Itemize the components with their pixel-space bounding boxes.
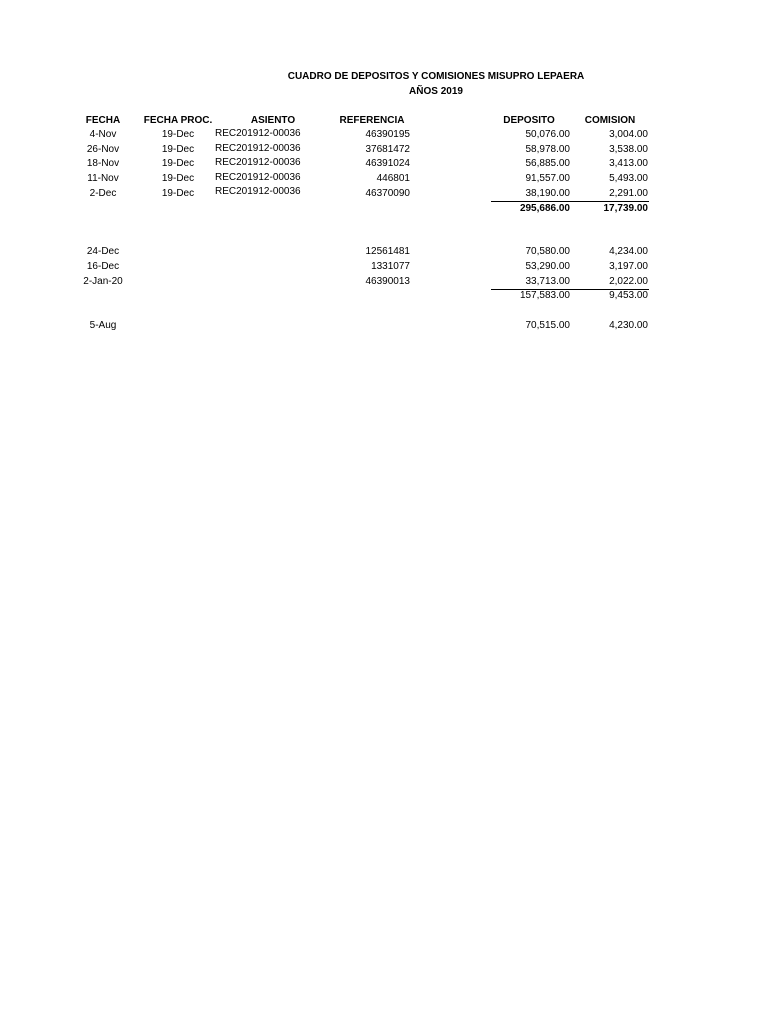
cell-fecha: 4-Nov	[89, 129, 117, 140]
cell-fecha: 2-Dec	[89, 188, 117, 199]
cell-referencia: 37681472	[365, 144, 410, 155]
cell-fecha-proc: 19-Dec	[161, 188, 195, 199]
cell-asiento: REC201912-00036	[215, 157, 301, 168]
cell-deposito: 91,557.00	[525, 173, 570, 184]
cell-deposito: 38,190.00	[525, 188, 570, 199]
header-fecha: FECHA	[85, 115, 121, 126]
total-deposito: 295,686.00	[519, 203, 570, 214]
cell-deposito: 70,580.00	[525, 246, 570, 257]
header-comision: COMISION	[584, 115, 636, 126]
cell-comision: 2,022.00	[609, 276, 648, 287]
cell-comision: 3,004.00	[609, 129, 648, 140]
cell-referencia: 446801	[376, 173, 410, 184]
total-deposito: 157,583.00	[519, 290, 570, 301]
cell-comision: 3,197.00	[609, 261, 648, 272]
cell-referencia: 46391024	[365, 158, 410, 169]
cell-asiento: REC201912-00036	[215, 143, 301, 154]
cell-comision: 4,230.00	[609, 320, 648, 331]
cell-asiento: REC201912-00036	[215, 128, 301, 139]
cell-fecha: 26-Nov	[86, 144, 120, 155]
cell-deposito: 33,713.00	[525, 276, 570, 287]
cell-comision: 4,234.00	[609, 246, 648, 257]
header-deposito: DEPOSITO	[503, 115, 555, 126]
cell-deposito: 56,885.00	[525, 158, 570, 169]
total-comision: 9,453.00	[609, 290, 648, 301]
cell-fecha: 2-Jan-20	[83, 276, 123, 287]
cell-fecha: 24-Dec	[86, 246, 120, 257]
cell-referencia: 46370090	[365, 188, 410, 199]
cell-comision: 3,538.00	[609, 144, 648, 155]
cell-referencia: 46390195	[365, 129, 410, 140]
cell-asiento: REC201912-00036	[215, 186, 301, 197]
cell-comision: 3,413.00	[609, 158, 648, 169]
page-title: CUADRO DE DEPOSITOS Y COMISIONES MISUPRO LEPAERA	[287, 71, 585, 82]
cell-fecha: 18-Nov	[86, 158, 120, 169]
header-fecha-proc: FECHA PROC.	[143, 115, 213, 126]
header-referencia: REFERENCIA	[339, 115, 405, 126]
cell-fecha: 5-Aug	[89, 320, 117, 331]
cell-referencia: 46390013	[365, 276, 410, 287]
cell-deposito: 53,290.00	[525, 261, 570, 272]
subtotal-rule	[491, 201, 649, 202]
cell-comision: 5,493.00	[609, 173, 648, 184]
cell-fecha-proc: 19-Dec	[161, 158, 195, 169]
total-comision: 17,739.00	[603, 203, 648, 214]
page-subtitle: AÑOS 2019	[409, 86, 463, 97]
cell-fecha-proc: 19-Dec	[161, 144, 195, 155]
cell-deposito: 70,515.00	[525, 320, 570, 331]
header-asiento: ASIENTO	[250, 115, 296, 126]
cell-fecha: 11-Nov	[87, 173, 119, 184]
cell-comision: 2,291.00	[609, 188, 648, 199]
cell-fecha-proc: 19-Dec	[161, 173, 195, 184]
cell-referencia: 1331077	[371, 261, 410, 272]
cell-asiento: REC201912-00036	[215, 172, 301, 183]
cell-referencia: 12561481	[365, 246, 410, 257]
cell-deposito: 50,076.00	[525, 129, 570, 140]
cell-deposito: 58,978.00	[525, 144, 570, 155]
cell-fecha: 16-Dec	[86, 261, 120, 272]
cell-fecha-proc: 19-Dec	[161, 129, 195, 140]
